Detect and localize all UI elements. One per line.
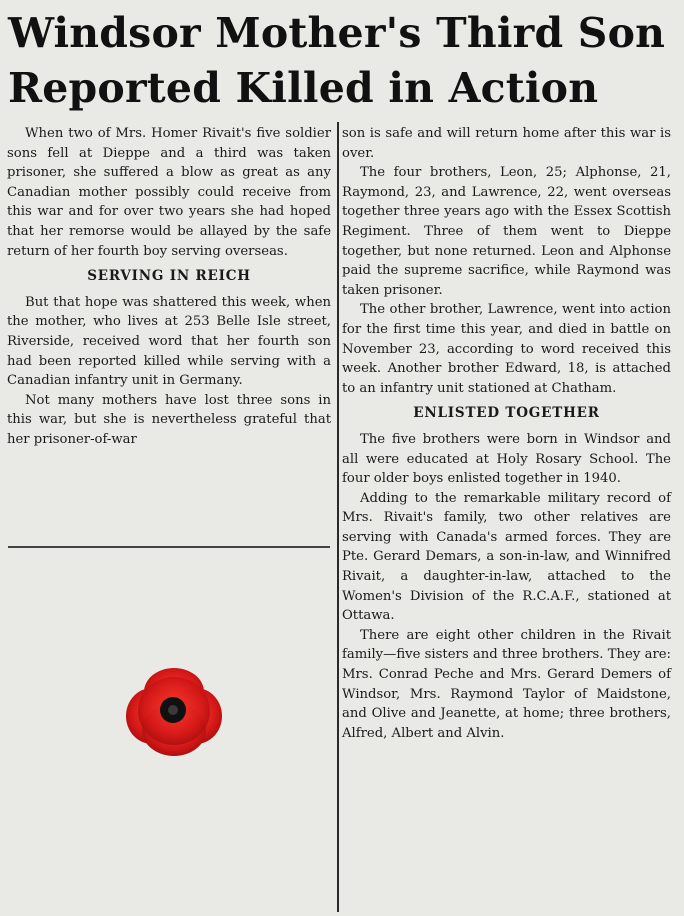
subhead-serving-in-reich: SERVING IN REICH xyxy=(87,268,251,285)
subhead-enlisted-together: ENLISTED TOGETHER xyxy=(413,405,600,422)
paragraph-continuation: son is safe and will return home after this war is over. xyxy=(342,126,671,161)
poppy-center xyxy=(160,697,186,723)
right-column xyxy=(342,124,671,743)
paragraph: When two of Mrs. Homer Rivait's five soldier sons fell at Dieppe and a third was taken prisoner, she suffered a blow as great as any Canadian mother possibly could receive from this war and for over two years she had hoped that her remorse would be allayed by the safe return of her fourth boy serving overseas. xyxy=(7,126,331,259)
paragraph: Adding to the remarkable military record of Mrs. Rivait's family, two other relatives are serving with Canada's armed forces. They are Pte. Gerard Demars, a son-in-law, and Winnifred Rivait, a daughter-in-law, attached to the Women's Division of the R.C.A.F., stationed at Ottawa. xyxy=(342,490,671,624)
paragraph: But that hope was shattered this week, when the mother, who lives at 253 Belle Isle street, Riverside, received word that her fourth son had been reported killed while serving with a Canadian infantry unit in Germany. xyxy=(7,294,331,389)
headline: Windsor Mother's Third Son Reported Killed in Action xyxy=(8,9,666,112)
paragraph: The four brothers, Leon, 25; Alphonse, 21, Raymond, 23, and Lawrence, 22, went overseas together three years ago with the Essex Scottish Regiment. Three of them went to Dieppe together, but none returned. Leon and Alphonse paid the supreme sacrifice, while Raymond was taken prisoner. xyxy=(342,165,671,298)
paragraph: The other brother, Lawrence, went into action for the first time this year, and died in battle on November 23, according to word received this week. Another brother Edward, 18, is attached to an infantry unit stationed at Chatham. xyxy=(342,302,671,396)
paragraph: There are eight other children in the Rivait family—five sisters and three brothers. They are: Mrs. Conrad Peche and Mrs. Gerard Demers of Windsor, Mrs. Raymond Taylor of Maidstone, and Olive and Jeanette, at home; three brothers, Alfred, Albert and Alvin. xyxy=(342,627,671,741)
paragraph: Not many mothers have lost three sons in this war, but she is nevertheless grateful that her prisoner-of-war xyxy=(7,392,331,447)
column-divider xyxy=(337,122,339,912)
poppy-icon xyxy=(124,664,224,758)
column-end-rule xyxy=(8,546,330,548)
paragraph: The five brothers were born in Windsor and all were educated at Holy Rosary School. The four older boys enlisted together in 1940. xyxy=(342,431,671,487)
left-column xyxy=(7,124,331,450)
